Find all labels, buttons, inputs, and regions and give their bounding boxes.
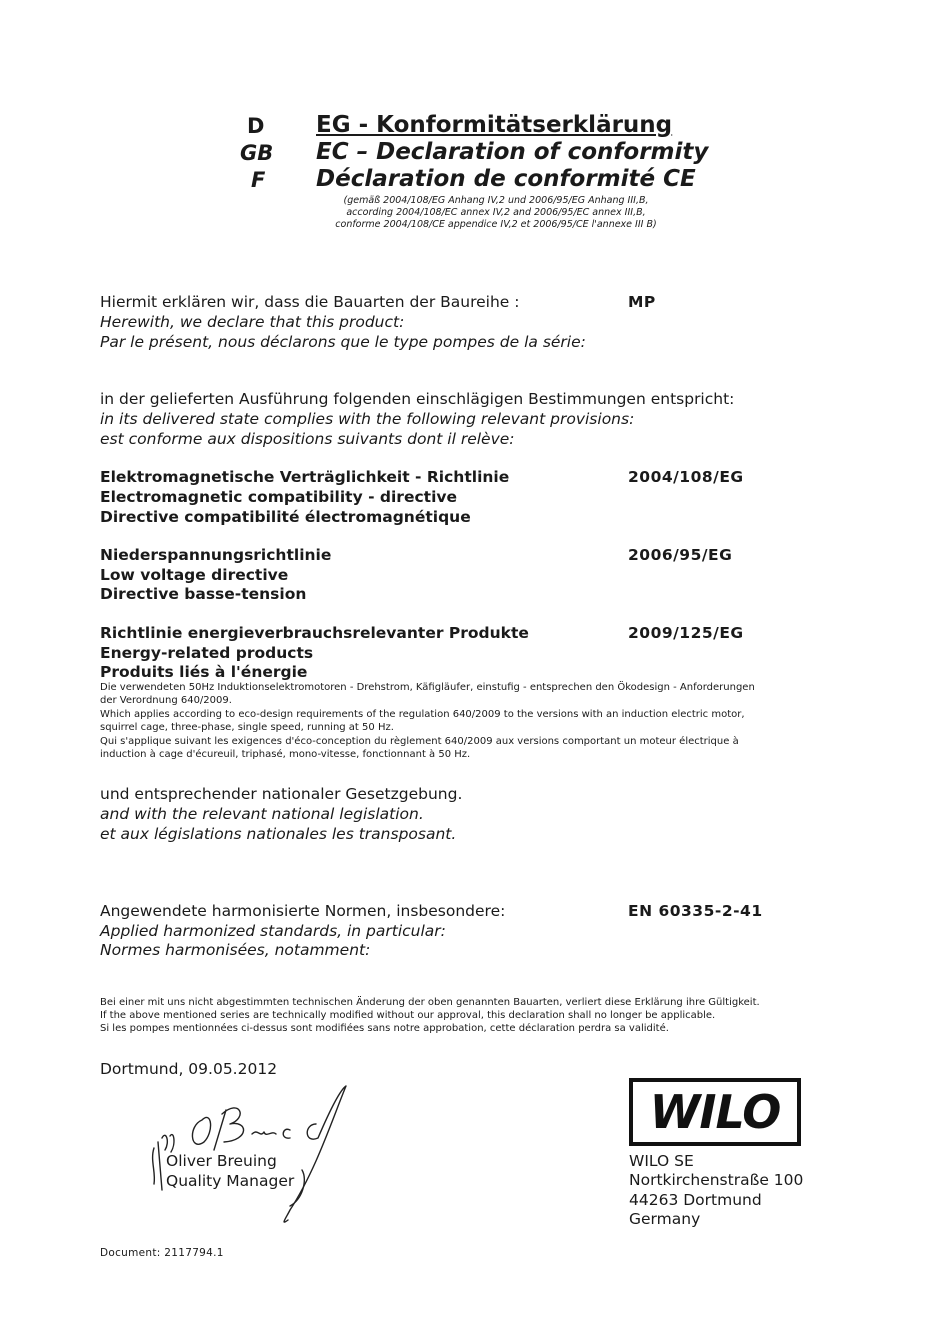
directive-erp-en: Energy-related products: [100, 644, 314, 662]
basis-line-en: according 2004/108/EC annex IV,2 and 2006/95/EC annex III,B,: [346, 207, 646, 218]
signatory-role: Quality Manager: [166, 1172, 295, 1190]
directive-emc-en: Electromagnetic compatibility - directive: [100, 488, 457, 506]
validity-note-line: If the above mentioned series are technically modified without our approval, this declaration shall no longer be applicable.: [100, 1010, 716, 1021]
directive-erp-code: 2009/125/EG: [628, 624, 744, 642]
wilo-logo: [629, 1078, 801, 1146]
directive-emc-fr: Directive compatibilité électromagnétique: [100, 508, 471, 526]
title-en: EC – Declaration of conformity: [316, 139, 709, 165]
company-street: Nortkirchenstraße 100: [629, 1171, 804, 1189]
compliance-line-fr: est conforme aux dispositions suivants dont il relève:: [100, 430, 515, 448]
standards-code: EN 60335-2-41: [628, 902, 763, 920]
ecodesign-note-line: Which applies according to eco-design requirements of the regulation 640/2009 to the versions with an induction electric motor,: [100, 709, 745, 720]
basis-line-de: (gemäß 2004/108/EG Anhang IV,2 und 2006/95/EG Anhang III,B,: [343, 195, 649, 206]
standards-line-de: Angewendete harmonisierte Normen, insbesondere:: [100, 902, 506, 920]
ecodesign-note-line: Qui s'applique suivant les exigences d'éco-conception du règlement 640/2009 aux versions comportant un moteur électrique à: [100, 736, 739, 747]
ecodesign-note-line: Die verwendeten 50Hz Induktionselektromotoren - Drehstrom, Käfigläufer, einstufig - entsprechen den Ökodesign - Anforderungen: [100, 682, 755, 693]
product-line-en: Herewith, we declare that this product:: [100, 313, 405, 331]
lang-code-de: D: [247, 114, 265, 138]
company-name: WILO SE: [629, 1152, 694, 1170]
validity-note-line: Bei einer mit uns nicht abgestimmten technischen Änderung der oben genannten Bauarten, verliert diese Erklärung ihre Gültigkeit.: [100, 997, 760, 1008]
directive-lvd-fr: Directive basse-tension: [100, 585, 307, 603]
title-de: EG - Konformitätserklärung: [316, 112, 673, 138]
lang-code-f: F: [251, 168, 266, 192]
basis-line-fr: conforme 2004/108/CE appendice IV,2 et 2006/95/CE l'annexe III B): [335, 219, 657, 230]
directive-erp-de: Richtlinie energieverbrauchsrelevanter Produkte: [100, 624, 529, 642]
product-line-de: Hiermit erklären wir, dass die Bauarten der Baureihe :: [100, 293, 520, 311]
directive-emc-de: Elektromagnetische Verträglichkeit - Richtlinie: [100, 468, 510, 486]
directive-lvd-code: 2006/95/EG: [628, 546, 733, 564]
wilo-logo-text: WILO: [649, 1085, 781, 1139]
ecodesign-note-line: der Verordnung 640/2009.: [100, 695, 232, 706]
document-reference: Document: 2117794.1: [100, 1247, 224, 1259]
directive-erp-fr: Produits liés à l'énergie: [100, 663, 308, 681]
national-line-en: and with the relevant national legislation.: [100, 805, 424, 823]
company-city: 44263 Dortmund: [629, 1191, 762, 1209]
company-country: Germany: [629, 1210, 701, 1228]
compliance-line-en: in its delivered state complies with the following relevant provisions:: [100, 410, 635, 428]
validity-note-line: Si les pompes mentionnées ci-dessus sont modifiées sans notre approbation, cette déclaration perdra sa validité.: [100, 1023, 669, 1034]
series-code: MP: [628, 293, 656, 311]
signatory-name: Oliver Breuing: [166, 1152, 277, 1170]
directive-lvd-de: Niederspannungsrichtlinie: [100, 546, 332, 564]
national-line-fr: et aux législations nationales les transposant.: [100, 825, 457, 843]
ecodesign-note-line: squirrel cage, three-phase, single speed, running at 50 Hz.: [100, 722, 394, 733]
compliance-line-de: in der gelieferten Ausführung folgenden einschlägigen Bestimmungen entspricht:: [100, 390, 735, 408]
lang-code-gb: GB: [240, 141, 274, 165]
product-line-fr: Par le présent, nous déclarons que le type pompes de la série:: [100, 333, 586, 351]
national-line-de: und entsprechender nationaler Gesetzgebung.: [100, 785, 463, 803]
standards-line-fr: Normes harmonisées, notamment:: [100, 941, 371, 959]
standards-line-en: Applied harmonized standards, in particular:: [100, 922, 446, 940]
directive-emc-code: 2004/108/EG: [628, 468, 744, 486]
ecodesign-note-line: induction à cage d'écureuil, triphasé, mono-vitesse, fonctionnant à 50 Hz.: [100, 749, 471, 760]
place-date: Dortmund, 09.05.2012: [100, 1060, 278, 1078]
title-fr: Déclaration de conformité CE: [316, 166, 696, 192]
directive-lvd-en: Low voltage directive: [100, 566, 289, 584]
